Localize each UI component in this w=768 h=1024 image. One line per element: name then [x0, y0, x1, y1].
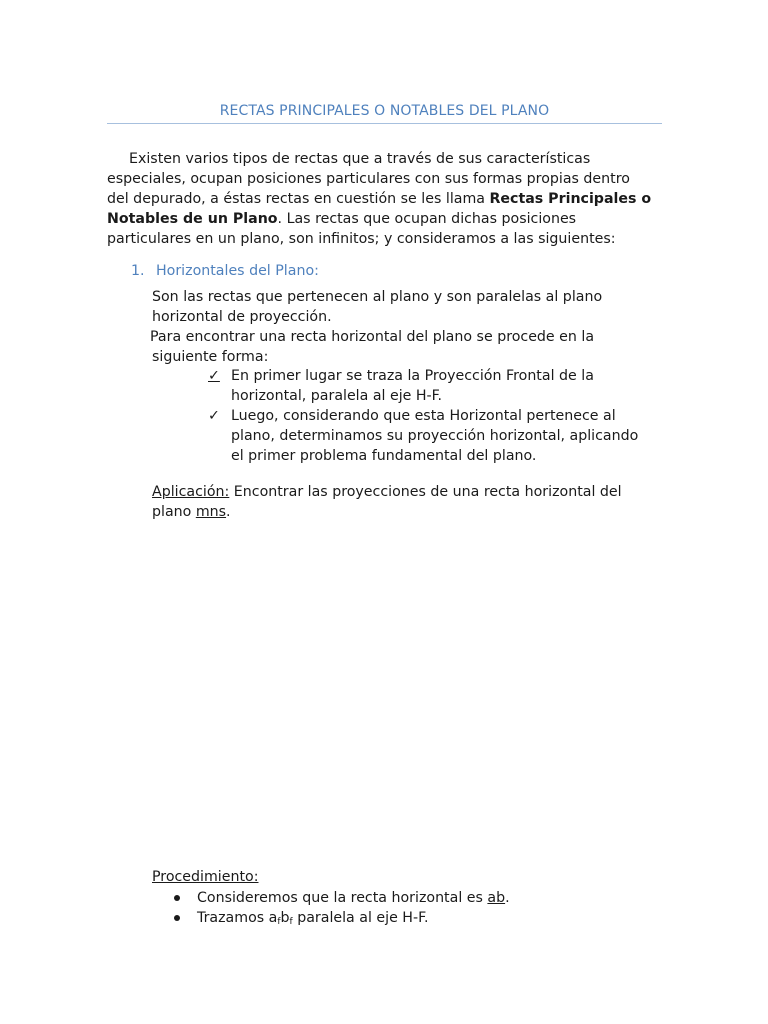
application-line-2-text: plano	[152, 504, 196, 520]
section-heading	[131, 263, 319, 279]
bullet-text-pre: Consideremos que la recta horizontal es	[197, 890, 488, 906]
intro-line-4-text: . Las rectas que ocupan dichas posiciones	[277, 211, 577, 227]
intro-line-5: particulares en un plano, son infinitos; y consideramos a las siguientes:	[107, 231, 616, 247]
definition-line-2: horizontal de proyección.	[152, 309, 332, 325]
intro-line-2: especiales, ocupan posiciones particulares con sus formas propias dentro	[107, 171, 630, 187]
title-underline-divider	[107, 123, 662, 124]
section-number: 1.	[131, 263, 145, 279]
check-item	[208, 406, 639, 466]
check-item-line: En primer lugar se traza la Proyección Frontal de la	[231, 368, 594, 384]
method-paragraph	[150, 327, 594, 367]
procedure-bullet-text	[197, 890, 510, 906]
application-line-1	[152, 482, 622, 502]
application-text: Encontrar las proyecciones de una recta horizontal del	[229, 484, 622, 500]
intro-line-3	[107, 189, 667, 209]
checkmark-icon: ✓	[208, 408, 220, 424]
bullet-dot-icon	[174, 895, 180, 901]
plane-name-term: mns	[195, 504, 227, 520]
check-item-line: el primer problema fundamental del plano.	[231, 448, 537, 464]
definition-line-1: Son las rectas que pertenecen al plano y son paralelas al plano	[152, 289, 603, 305]
checkmark-icon: ✓	[208, 368, 220, 384]
application-line-2	[152, 502, 622, 522]
document-title: RECTAS PRINCIPALES O NOTABLES DEL PLANO	[219, 103, 550, 119]
definition-paragraph	[152, 287, 602, 327]
section-heading-text: Horizontales del Plano:	[156, 263, 319, 279]
procedure-title: Procedimiento:	[152, 869, 259, 885]
bullet-text-pre: Trazamos a	[197, 910, 278, 926]
check-item-line: plano, determinamos su proyección horizontal, aplicando	[231, 428, 639, 444]
intro-bold-term-1: Rectas Principales o	[489, 191, 652, 207]
intro-line-1: Existen varios tipos de rectas que a través de sus características	[129, 151, 591, 167]
bullet-text-mid: b	[280, 910, 290, 926]
subscript-f: f	[289, 917, 293, 927]
bullet-dot-icon	[174, 915, 180, 921]
method-line-1: Para encontrar una recta horizontal del plano se procede en la	[150, 329, 595, 345]
bullet-text-post: paralela al eje H-F.	[292, 910, 429, 926]
check-item-text	[231, 406, 638, 466]
line-name-term: ab	[487, 890, 506, 906]
intro-line-3-text: del depurado, a éstas rectas en cuestión se les llama	[107, 191, 490, 207]
intro-bold-term-2: Notables de un Plano	[107, 211, 278, 227]
check-item	[208, 366, 594, 406]
subscript-f: f	[277, 917, 281, 927]
procedure-bullet-text	[197, 910, 429, 926]
check-item-text	[231, 366, 594, 406]
check-item-line: Luego, considerando que esta Horizontal pertenece al	[231, 408, 616, 424]
procedure-bullet	[174, 908, 429, 932]
application-line-2-end: .	[226, 504, 231, 520]
intro-line-4	[107, 209, 667, 229]
application-paragraph	[152, 482, 622, 522]
bullet-text-post: .	[505, 890, 510, 906]
method-line-2: siguiente forma:	[152, 349, 269, 365]
procedure-bullet	[174, 888, 510, 908]
check-item-line: horizontal, paralela al eje H-F.	[231, 388, 443, 404]
application-label: Aplicación:	[152, 484, 230, 500]
intro-paragraph	[107, 149, 667, 249]
